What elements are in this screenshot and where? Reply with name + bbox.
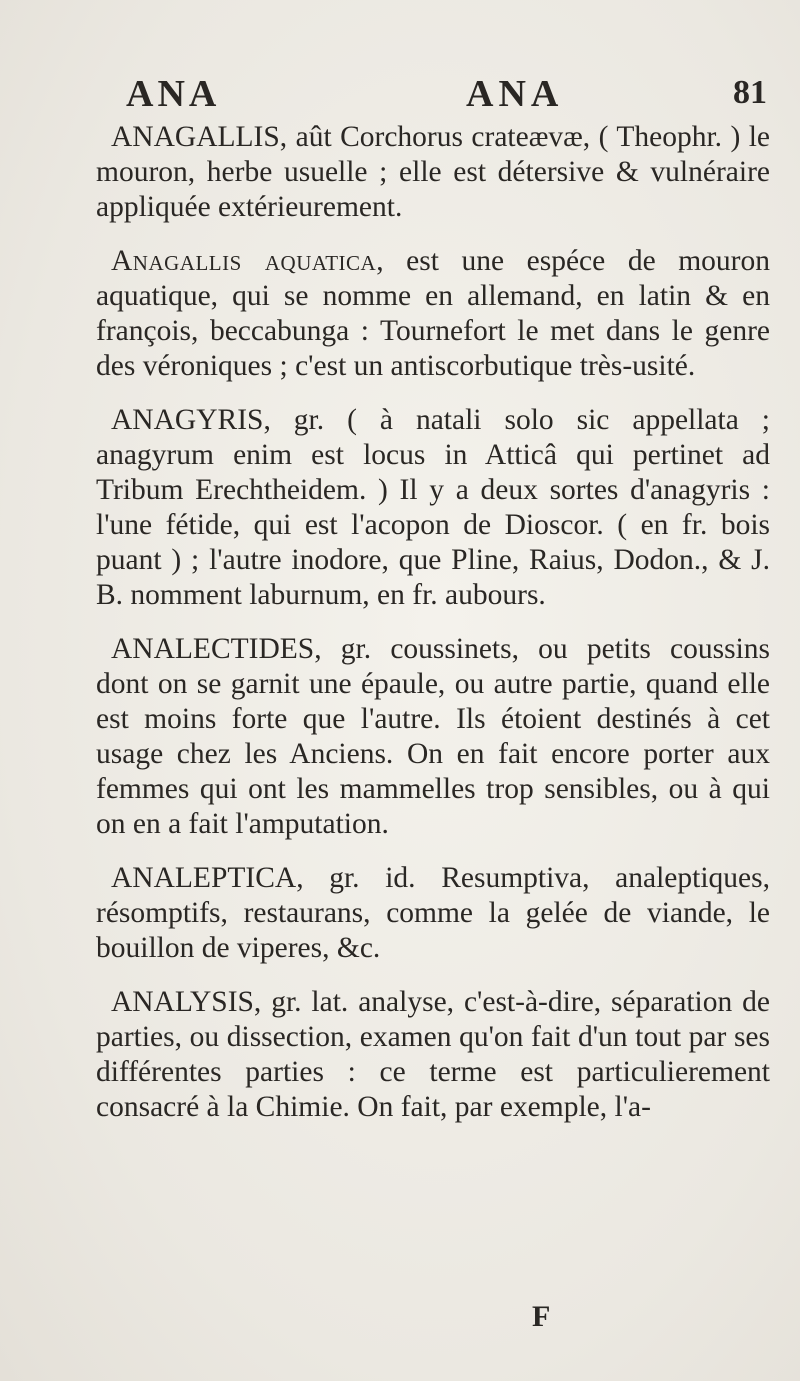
entry-headword: ANAGALLIS	[111, 121, 280, 153]
entry-text: , gr. coussinets, ou petits coussins dont on se garnit une épaule, ou autre partie, quand elle est moins forte que l'autre. Ils étoient destinés à cet usage chez les Anciens. On en fait encore porter aux femmes qui ont les mammelles trop sensibles, ou à qui on en a fait l'amputation.	[96, 633, 770, 840]
running-header	[0, 72, 800, 118]
entry-analectides	[96, 632, 770, 842]
entry-anagallis	[96, 120, 770, 225]
header-right-word: ANA	[466, 73, 564, 115]
entry-anagallis-aquatica	[96, 244, 770, 384]
entry-anagyris	[96, 403, 770, 613]
entry-headword: Anagallis aquatica	[111, 245, 377, 277]
entry-text: , gr. lat. analyse, c'est-à-dire, séparation de parties, ou dissection, examen qu'on fait d'un tout par ses différentes parties : ce terme est particulierement consacré à la Chimie. On fait, par exemple, l'a-	[96, 986, 770, 1123]
entry-text: , est une espéce de mouron aquatique, qui se nomme en allemand, en latin & en françois, beccabunga : Tournefort le met dans le genre des véroniques ; c'est un antiscorbutique très-usité.	[96, 245, 770, 382]
entry-text: , aût Corchorus crateævæ, ( Theophr. ) le mouron, herbe usuelle ; elle est détersive & vulnéraire appliquée extérieurement.	[96, 121, 770, 223]
entry-headword: ANALECTIDES	[111, 633, 315, 665]
entry-text: , gr. ( à natali solo sic appellata ; anagyrum enim est locus in Atticâ qui pertinet ad Tribum Erechtheidem. ) Il y a deux sortes d'anagyris : l'une fétide, qui est l'acopon de Dioscor. ( en fr. bois puant ) ; l'autre inodore, que Pline, Raius, Dodon., & J. B. nomment laburnum, en fr. aubours.	[96, 404, 770, 611]
signature-mark: F	[532, 1300, 551, 1333]
page-number: 81	[733, 74, 767, 111]
entry-analeptica	[96, 861, 770, 966]
entry-headword: ANALEPTICA	[111, 862, 297, 894]
entry-text: , gr. id. Resumptiva, analeptiques, résomptifs, restaurans, comme la gelée de viande, le bouillon de viperes, &c.	[96, 862, 770, 964]
dictionary-body	[96, 120, 770, 1144]
header-left-word: ANA	[126, 73, 221, 115]
entry-headword: ANAGYRIS	[111, 404, 264, 436]
entry-headword: ANALYSIS	[111, 986, 254, 1018]
entry-analysis	[96, 985, 770, 1125]
